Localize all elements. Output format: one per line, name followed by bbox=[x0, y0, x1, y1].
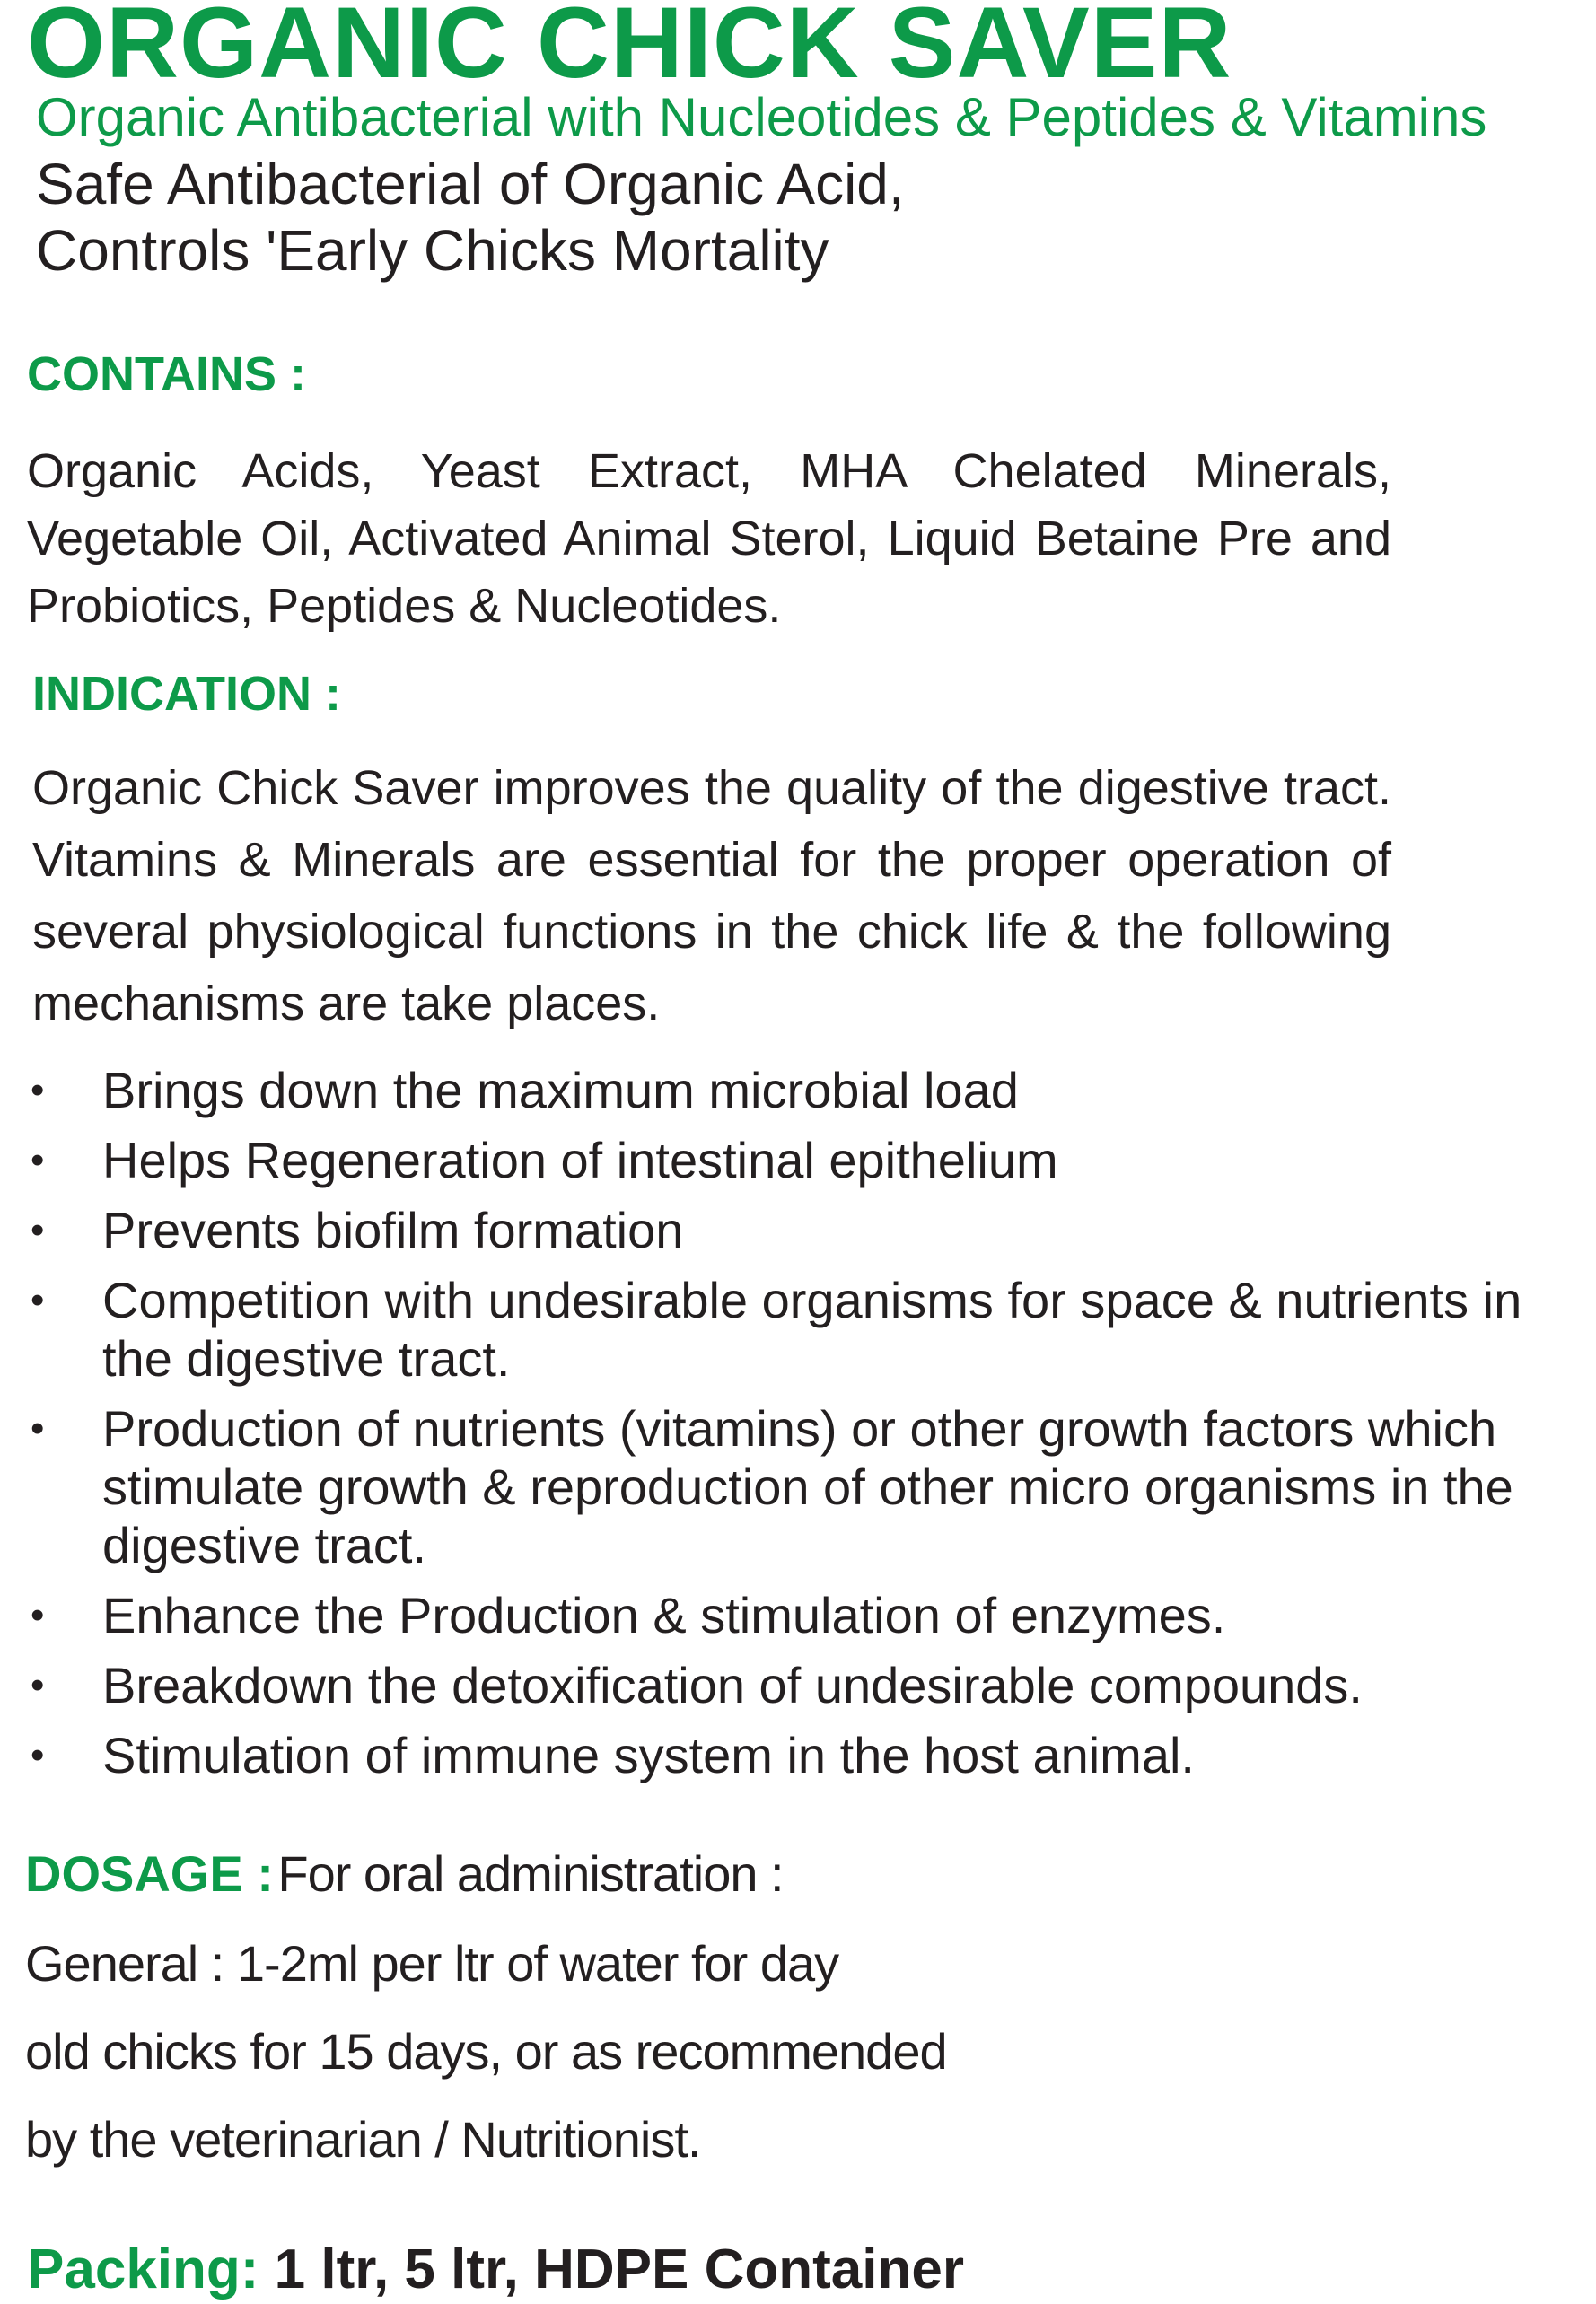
list-item bbox=[23, 1271, 1585, 1388]
list-item bbox=[23, 1656, 1585, 1714]
tagline-line-2: Controls 'Early Chicks Mortality bbox=[36, 218, 829, 283]
list-item bbox=[23, 1201, 1585, 1259]
product-subtitle: Organic Antibacterial with Nucleotides & Peptides & Vitamins bbox=[36, 87, 1487, 147]
dosage-subheading: For oral administration : bbox=[277, 1845, 784, 1902]
bullet-icon: • bbox=[31, 1278, 45, 1322]
list-item-text: Competition with undesirable organisms for space & nutrients in the digestive tract. bbox=[102, 1272, 1522, 1387]
contains-text: Organic Acids, Yeast Extract, MHA Chelated Minerals, Vegetable Oil, Activated Animal Sterol, Liquid Betaine Pre and Probiotics, Peptides & Nucleotides. bbox=[27, 444, 1391, 633]
indication-heading: INDICATION : bbox=[32, 667, 341, 721]
list-item bbox=[23, 1131, 1585, 1189]
tagline-line-1: Safe Antibacterial of Organic Acid, bbox=[36, 152, 905, 216]
list-item-text: Production of nutrients (vitamins) or other growth factors which stimulate growth & reproduction of other micro organisms in the digestive tract. bbox=[102, 1400, 1513, 1573]
bullet-icon: • bbox=[31, 1593, 45, 1637]
list-item bbox=[23, 1726, 1585, 1784]
product-tagline bbox=[36, 151, 905, 284]
list-item-text: Prevents biofilm formation bbox=[102, 1202, 684, 1258]
list-item bbox=[23, 1586, 1585, 1644]
packing-value: 1 ltr, 5 ltr, HDPE Container bbox=[274, 2238, 964, 2300]
bullet-icon: • bbox=[31, 1138, 45, 1182]
bullet-icon: • bbox=[31, 1663, 45, 1707]
packing-row bbox=[27, 2238, 964, 2300]
contains-heading: CONTAINS : bbox=[27, 347, 306, 401]
list-item-text: Enhance the Production & stimulation of enzymes. bbox=[102, 1587, 1226, 1643]
bullet-icon: • bbox=[31, 1068, 45, 1112]
packing-label: Packing: bbox=[27, 2238, 259, 2300]
dosage-line-2: old chicks for 15 days, or as recommended bbox=[25, 2023, 947, 2080]
mechanism-list bbox=[23, 1061, 1585, 1796]
dosage-heading: DOSAGE : bbox=[25, 1845, 274, 1902]
dosage-line-1: General : 1-2ml per ltr of water for day bbox=[25, 1935, 839, 1992]
list-item-text: Stimulation of immune system in the host animal. bbox=[102, 1727, 1195, 1783]
list-item-text: Brings down the maximum microbial load bbox=[102, 1062, 1019, 1118]
list-item-text: Breakdown the detoxification of undesirable compounds. bbox=[102, 1657, 1363, 1713]
list-item-text: Helps Regeneration of intestinal epithelium bbox=[102, 1132, 1058, 1188]
dosage-line-3: by the veterinarian / Nutritionist. bbox=[25, 2111, 701, 2168]
dosage-row bbox=[25, 1845, 784, 1902]
indication-text: Organic Chick Saver improves the quality of the digestive tract. Vitamins & Minerals are essential for the proper operation of several physiological functions in the chick life & the following mechanisms are take places. bbox=[32, 761, 1391, 1030]
list-item bbox=[23, 1399, 1585, 1574]
bullet-icon: • bbox=[31, 1733, 45, 1777]
list-item bbox=[23, 1061, 1585, 1119]
product-title: ORGANIC CHICK SAVER bbox=[27, 0, 1232, 99]
bullet-icon: • bbox=[31, 1208, 45, 1252]
bullet-icon: • bbox=[31, 1406, 45, 1450]
